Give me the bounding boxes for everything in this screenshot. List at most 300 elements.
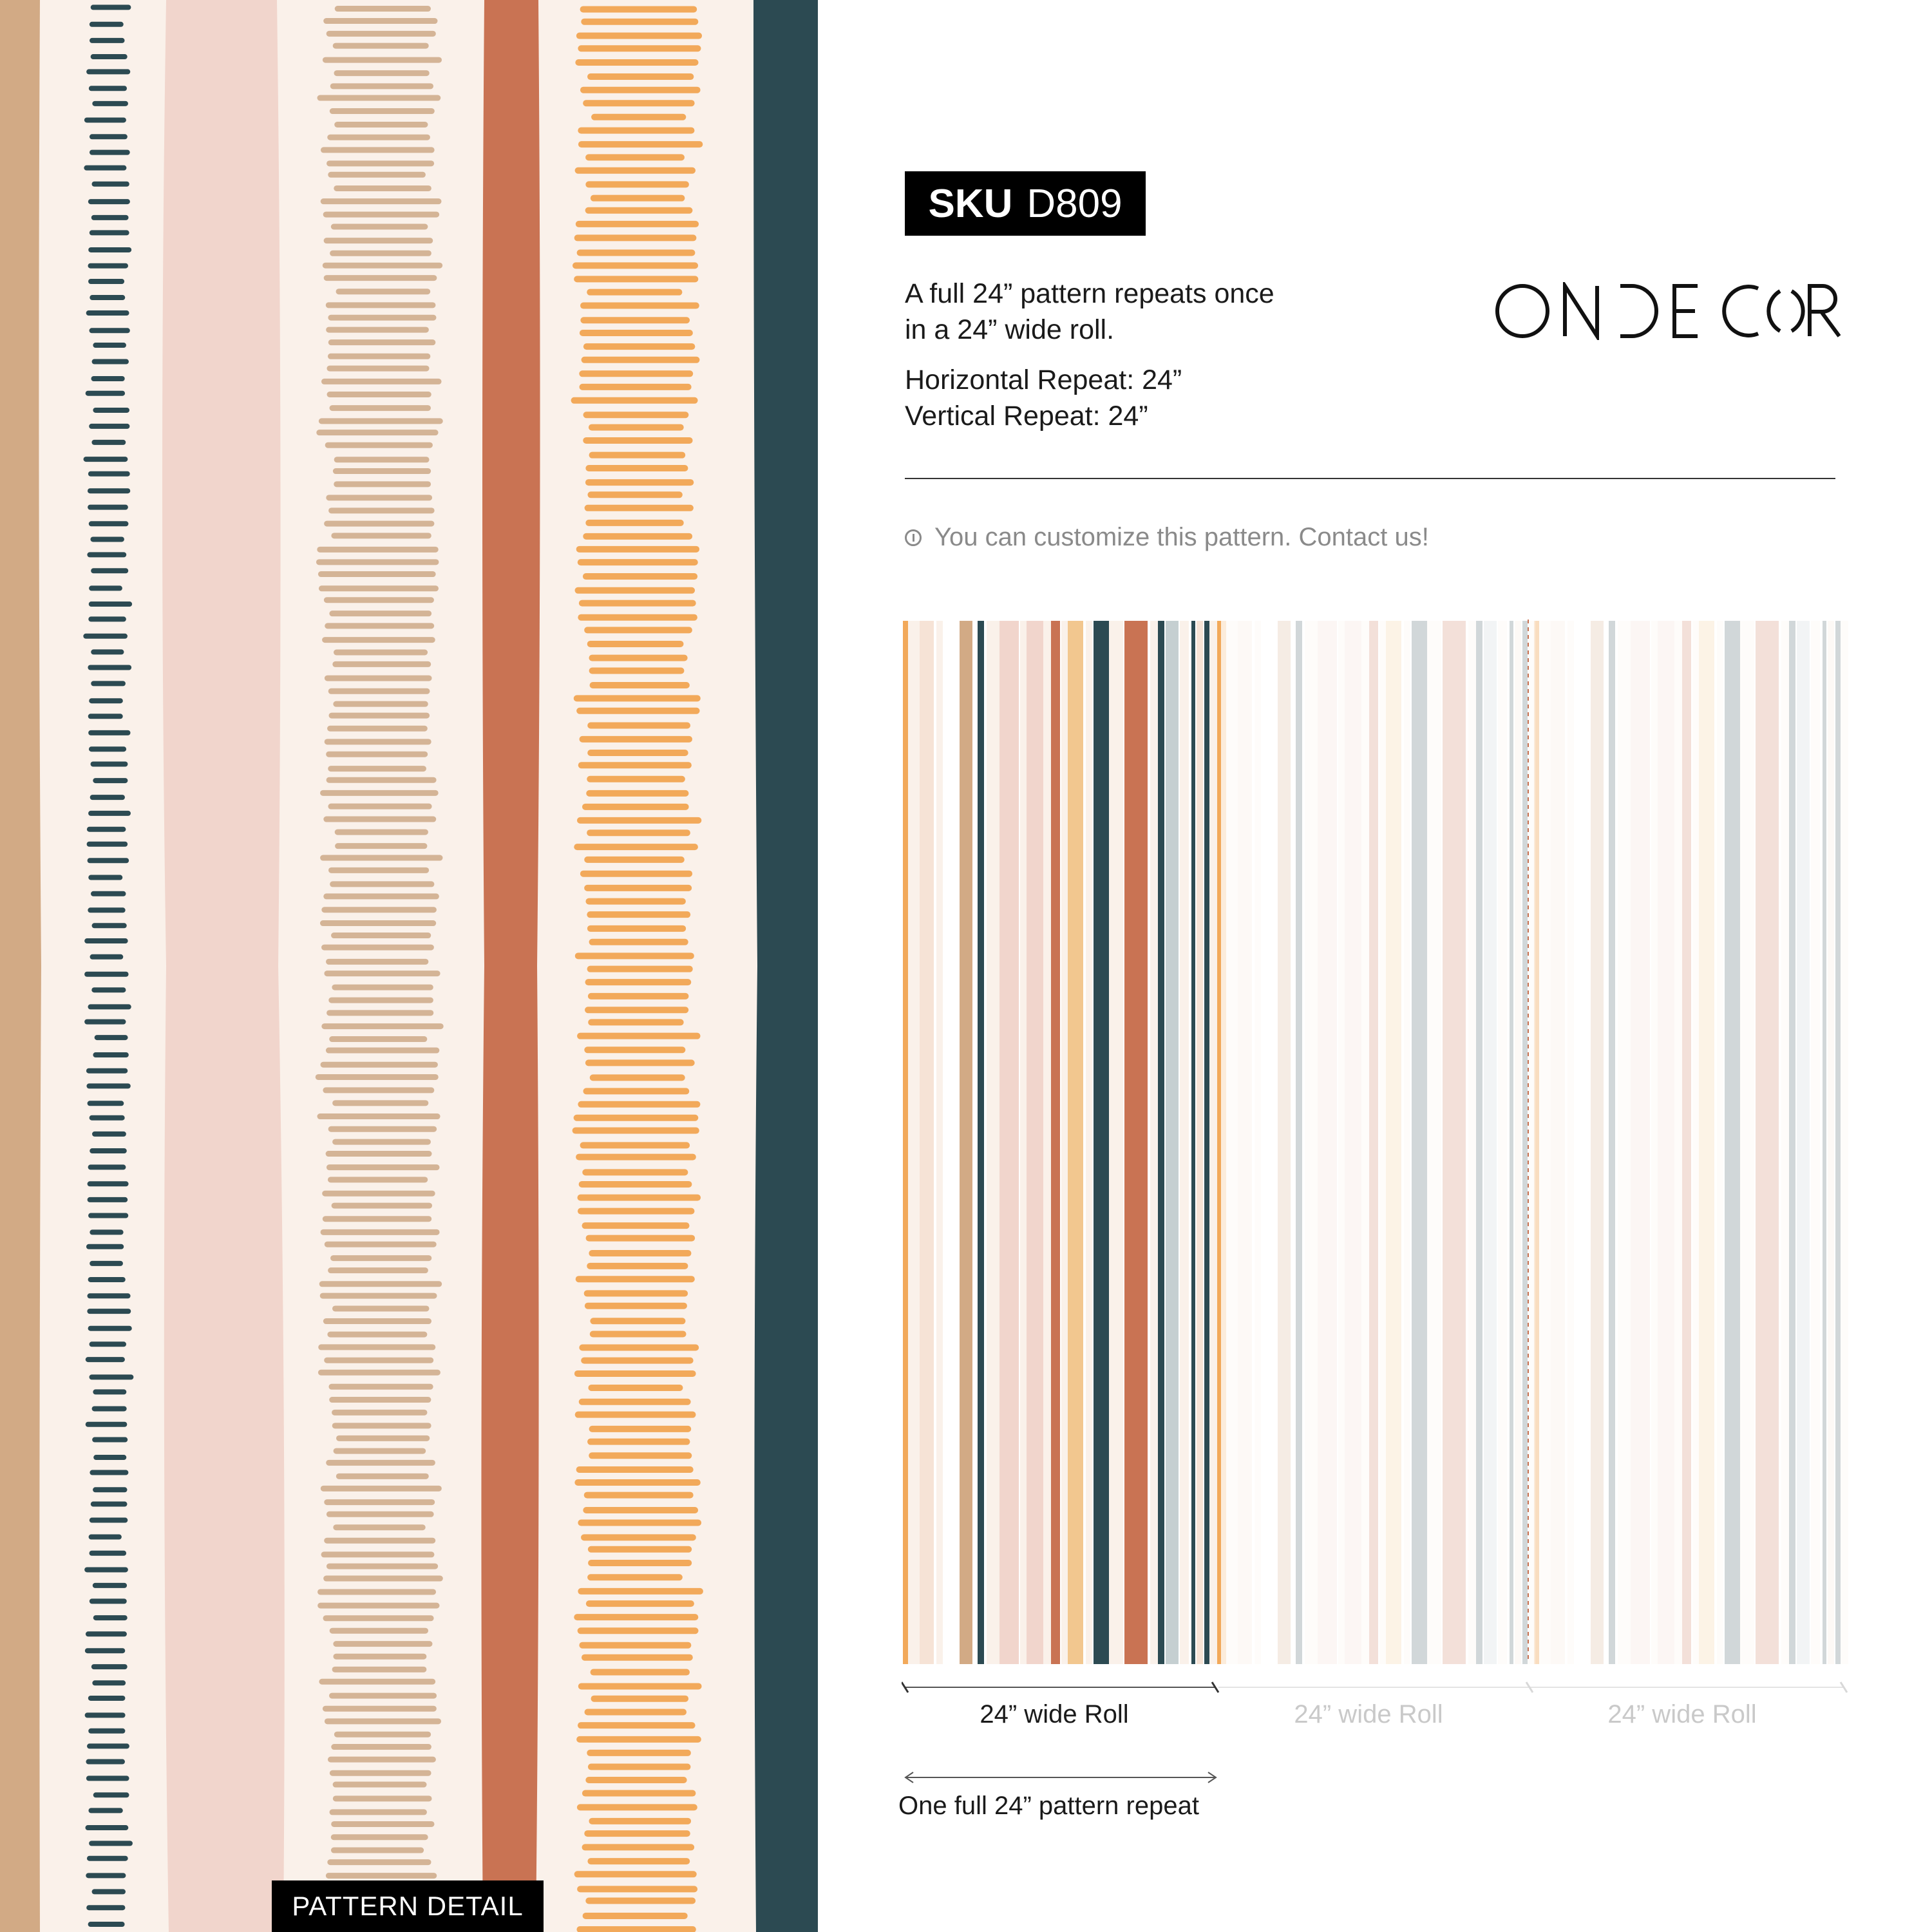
dash — [333, 1654, 426, 1660]
dash — [333, 43, 429, 49]
dash — [85, 1825, 128, 1830]
dash — [89, 86, 127, 91]
dash — [89, 601, 132, 607]
roll-stripe — [908, 621, 920, 1664]
dash — [321, 907, 437, 913]
dash — [88, 1808, 122, 1813]
dash — [587, 1750, 691, 1756]
dash — [333, 1782, 427, 1788]
roll-label-2: 24” wide Roll — [1294, 1700, 1443, 1728]
dash — [86, 1244, 124, 1249]
dash — [583, 412, 689, 418]
roll-stripe-faded — [1756, 621, 1779, 1664]
dash — [587, 1263, 688, 1269]
roll-stripe — [903, 621, 908, 1664]
customize-note[interactable] — [905, 523, 1429, 552]
dash — [325, 676, 432, 681]
dash — [331, 1834, 428, 1840]
dash — [329, 713, 430, 719]
dash — [582, 1790, 696, 1797]
dash — [321, 198, 442, 204]
dash — [90, 1551, 127, 1556]
dash — [328, 1384, 433, 1390]
dash — [93, 1052, 128, 1057]
dash — [577, 1033, 701, 1039]
roll-stripe-faded — [1255, 621, 1261, 1664]
horizontal-repeat: Horizontal Repeat: 24” — [905, 365, 1182, 395]
dash — [335, 843, 427, 849]
dash — [90, 230, 129, 235]
dash — [87, 1309, 131, 1314]
dash — [321, 1551, 435, 1557]
dash — [587, 723, 690, 729]
dash — [324, 971, 440, 976]
dash — [587, 911, 690, 918]
dash — [323, 1615, 433, 1621]
dash — [332, 1423, 431, 1428]
dash — [579, 1344, 699, 1350]
dash — [89, 585, 122, 591]
dash — [328, 1267, 428, 1273]
dash — [577, 1195, 701, 1201]
dash — [576, 221, 699, 227]
dash — [328, 804, 431, 810]
dash — [583, 573, 697, 580]
dash — [328, 354, 430, 359]
dash — [90, 536, 124, 542]
description-line-2: in a 24” wide roll. — [905, 314, 1115, 345]
dash — [323, 1318, 431, 1324]
dash — [574, 1871, 697, 1877]
dash — [88, 1277, 126, 1282]
dash — [591, 1669, 690, 1676]
dash — [586, 1600, 694, 1607]
description-line-1: A full 24” pattern repeats once — [905, 278, 1274, 309]
dash — [328, 766, 426, 772]
dash — [330, 1770, 431, 1776]
dash — [588, 1546, 692, 1553]
roll-stripe-faded — [1404, 621, 1410, 1664]
dash — [325, 739, 431, 744]
dash — [576, 1154, 696, 1160]
dash — [575, 167, 696, 174]
dash — [92, 1889, 126, 1894]
dash — [319, 1281, 442, 1287]
dash — [334, 481, 431, 487]
dash — [88, 616, 126, 621]
dash — [88, 199, 130, 204]
dash — [334, 650, 428, 656]
dash — [320, 920, 436, 926]
roll-stripe-faded — [1797, 621, 1810, 1664]
dash — [580, 330, 693, 336]
dash — [328, 867, 429, 873]
dash — [90, 328, 130, 333]
dash — [582, 1222, 690, 1229]
dash — [323, 212, 439, 218]
dash — [330, 108, 435, 114]
dash — [328, 172, 426, 178]
dash — [90, 1148, 127, 1153]
roll-stripe-faded — [1618, 621, 1631, 1664]
dash — [326, 1460, 435, 1466]
dash — [92, 1406, 127, 1411]
dash — [585, 181, 689, 187]
dash — [590, 1074, 685, 1081]
dash — [591, 1696, 689, 1702]
dash — [321, 1023, 443, 1029]
dash — [88, 665, 131, 670]
dash — [320, 1293, 437, 1299]
sku-key: SKU — [928, 181, 1013, 226]
roll-stripe-faded — [1789, 621, 1795, 1664]
dash — [330, 405, 431, 411]
dash — [327, 1564, 438, 1569]
dash — [331, 1821, 434, 1827]
dash — [92, 101, 128, 106]
dash — [575, 587, 696, 594]
dash — [321, 147, 435, 153]
pattern-detail-label: PATTERN DETAIL — [272, 1880, 544, 1932]
dash — [91, 54, 128, 59]
dash — [588, 1764, 691, 1770]
dash — [326, 1048, 439, 1054]
dash — [329, 1693, 437, 1699]
dash — [574, 276, 698, 282]
dash — [578, 1101, 700, 1108]
customize-text[interactable]: You can customize this pattern. Contact us! — [934, 523, 1429, 551]
dash — [575, 952, 694, 959]
dash — [578, 1588, 703, 1595]
dash — [579, 1181, 692, 1188]
roll-stripe-faded — [1515, 621, 1521, 1664]
dash — [329, 1036, 427, 1042]
dash — [325, 442, 433, 448]
roll-stripe-faded — [1361, 621, 1369, 1664]
roll-stripe-faded — [1692, 621, 1699, 1664]
dash — [332, 1203, 432, 1209]
dash — [582, 1844, 695, 1850]
dash — [332, 1139, 431, 1145]
dash — [321, 1062, 438, 1068]
dash — [320, 855, 442, 861]
dash — [90, 1229, 123, 1235]
dash — [585, 479, 694, 486]
dash — [88, 488, 130, 493]
dash — [90, 295, 125, 300]
dash — [322, 637, 435, 643]
roll-stripe-faded — [1609, 621, 1615, 1664]
dash — [574, 695, 701, 701]
dash — [90, 1470, 128, 1475]
dash — [91, 762, 128, 767]
dash — [327, 1859, 431, 1865]
dash — [330, 1628, 428, 1634]
dash — [585, 520, 683, 526]
dash — [88, 1213, 128, 1218]
roll-stripe-faded — [1226, 621, 1238, 1664]
dash — [84, 166, 126, 171]
divider — [905, 478, 1835, 479]
roll-stripe-faded — [1338, 621, 1345, 1664]
dash — [578, 762, 692, 768]
roll-stripe — [1086, 621, 1092, 1664]
dash — [334, 1448, 426, 1454]
dash — [317, 547, 438, 553]
roll-stripe — [1150, 621, 1158, 1664]
dash — [86, 1776, 129, 1781]
roll-stripe-faded — [1651, 621, 1658, 1664]
dash — [322, 1191, 435, 1197]
dash — [84, 1567, 128, 1572]
dash — [581, 1358, 693, 1364]
roll-stripe-faded — [1781, 621, 1789, 1664]
dash — [88, 1922, 125, 1927]
dash — [580, 1142, 690, 1148]
dash — [580, 736, 692, 743]
dash — [93, 1615, 128, 1620]
roll-stripe-faded — [1567, 621, 1574, 1664]
dash — [92, 1437, 128, 1443]
dash — [86, 310, 129, 316]
dash — [587, 829, 690, 836]
dash — [321, 1486, 442, 1492]
dash — [332, 661, 431, 667]
dash — [588, 1560, 692, 1566]
dash — [324, 1358, 433, 1363]
dash — [327, 1164, 440, 1170]
dash — [319, 585, 439, 591]
roll-stripe-faded — [1835, 621, 1841, 1664]
dash — [574, 234, 697, 241]
dash — [585, 1303, 687, 1309]
dash — [333, 1641, 432, 1647]
dash — [583, 1507, 698, 1513]
dash — [90, 22, 124, 27]
roll-stripe-faded — [1534, 621, 1539, 1664]
dash — [90, 1115, 125, 1121]
dash — [578, 141, 703, 147]
dash — [89, 424, 129, 429]
roll-stripe-faded — [1522, 621, 1528, 1664]
dash — [583, 437, 692, 444]
dash — [92, 923, 127, 928]
dash — [328, 315, 436, 321]
dash — [327, 726, 428, 732]
dash — [331, 533, 431, 538]
dash — [331, 1744, 431, 1750]
dash — [327, 1511, 434, 1517]
dash — [88, 279, 124, 284]
dash — [91, 681, 126, 686]
dash — [575, 59, 698, 66]
dash — [317, 1589, 436, 1595]
dash — [89, 698, 123, 703]
roll-stripe — [1068, 621, 1083, 1664]
dash — [90, 954, 124, 960]
dash — [88, 505, 128, 510]
dash — [88, 1696, 126, 1701]
dash — [88, 1164, 126, 1170]
roll-stripe — [1158, 621, 1164, 1664]
dash — [324, 1538, 435, 1544]
dash — [323, 893, 439, 899]
dash — [93, 1583, 127, 1588]
dash — [591, 195, 685, 202]
dash — [586, 1235, 696, 1242]
dash — [318, 1344, 435, 1350]
roll-stripe-faded — [1682, 621, 1691, 1664]
dash — [319, 418, 443, 424]
roll-stripe — [1094, 621, 1109, 1664]
dash — [332, 1410, 427, 1416]
dash — [591, 114, 686, 120]
dash — [328, 1177, 428, 1182]
dash — [324, 1499, 435, 1505]
roll-stripe — [1197, 621, 1203, 1664]
dash — [87, 827, 126, 832]
dash — [323, 1576, 443, 1582]
dash — [589, 939, 688, 945]
dash — [323, 1216, 431, 1222]
roll-stripe-faded — [1238, 621, 1252, 1664]
dash — [571, 397, 698, 404]
dash — [328, 1126, 437, 1132]
dash — [336, 289, 431, 294]
dash — [85, 1712, 126, 1718]
dash — [326, 1151, 432, 1157]
dash — [88, 1293, 131, 1298]
dash — [317, 1603, 439, 1609]
dash — [86, 1357, 125, 1362]
dash — [579, 600, 696, 607]
roll-stripe-faded — [1476, 621, 1482, 1664]
dash — [323, 18, 437, 24]
roll-stripe-faded — [1699, 621, 1714, 1664]
dash — [587, 491, 682, 498]
dash — [321, 1229, 440, 1235]
dash — [589, 1426, 692, 1432]
dash — [580, 384, 692, 390]
roll-stripe-faded — [1658, 621, 1674, 1664]
roll-stripe — [936, 621, 943, 1664]
dash — [326, 959, 428, 965]
dash — [584, 885, 692, 891]
dash — [327, 135, 430, 140]
dash — [88, 1004, 131, 1009]
dash — [585, 1777, 687, 1783]
dash — [328, 339, 436, 345]
dash — [90, 38, 125, 43]
dash — [582, 1654, 693, 1661]
dash — [574, 844, 698, 850]
dash — [323, 1087, 434, 1093]
dash — [91, 1502, 128, 1507]
roll-stripe — [999, 621, 1019, 1664]
dash — [93, 1792, 129, 1797]
dash — [581, 1534, 696, 1540]
dash — [335, 6, 431, 12]
dash — [589, 1452, 692, 1459]
roll-stripe-faded — [1725, 621, 1740, 1664]
sku-code: D809 — [1027, 181, 1122, 226]
dash — [587, 1439, 690, 1445]
roll-stripe-faded — [1468, 621, 1476, 1664]
dash — [88, 730, 130, 735]
repeat-caption: One full 24” pattern repeat — [898, 1792, 1199, 1820]
dash — [331, 933, 431, 938]
dash — [590, 682, 690, 688]
dash — [589, 1250, 691, 1256]
dash — [334, 1732, 431, 1738]
roll-stripe — [1166, 621, 1179, 1664]
dash — [585, 207, 693, 214]
dash — [329, 1809, 426, 1815]
roll-preview — [902, 620, 1848, 1833]
dash — [330, 251, 431, 256]
dash — [88, 1101, 124, 1106]
dash — [585, 979, 692, 985]
dash — [589, 655, 687, 661]
roll-stripe-faded — [1510, 621, 1513, 1664]
dash — [91, 215, 129, 220]
dash — [90, 795, 125, 800]
dash — [326, 752, 428, 757]
dash — [86, 1759, 125, 1765]
repeat-description — [905, 276, 1274, 348]
dash — [332, 1305, 430, 1311]
roll-stripe-faded — [1379, 621, 1386, 1664]
roll-stripe-faded — [1841, 621, 1848, 1664]
dash — [576, 1276, 695, 1282]
dash — [321, 945, 434, 951]
dash — [576, 1926, 696, 1932]
dash — [328, 998, 433, 1003]
dash — [323, 1706, 437, 1712]
dash — [583, 533, 692, 540]
dash — [325, 1718, 441, 1724]
dash — [88, 247, 131, 252]
dash — [316, 430, 438, 435]
dash — [585, 465, 688, 471]
dash — [335, 829, 428, 835]
roll-stripe-faded — [1551, 621, 1565, 1664]
dash — [327, 366, 429, 372]
dash — [90, 1374, 134, 1379]
dash — [583, 100, 694, 106]
dash — [584, 1709, 687, 1716]
dash — [587, 925, 686, 932]
dash — [91, 1664, 128, 1669]
dash — [88, 858, 129, 863]
dash — [578, 45, 701, 52]
dash — [588, 1385, 683, 1391]
dash — [332, 985, 433, 990]
dash — [578, 1722, 696, 1728]
dash — [587, 73, 694, 80]
dash — [582, 357, 700, 363]
dash — [578, 128, 694, 134]
dash — [327, 160, 434, 166]
dash — [576, 1466, 694, 1473]
dash — [332, 1100, 428, 1106]
roll-stripe-faded — [1278, 621, 1291, 1664]
dash — [87, 1743, 129, 1748]
dash — [328, 688, 430, 694]
dash — [90, 1518, 128, 1523]
dash — [332, 1667, 427, 1672]
dash — [580, 871, 692, 877]
